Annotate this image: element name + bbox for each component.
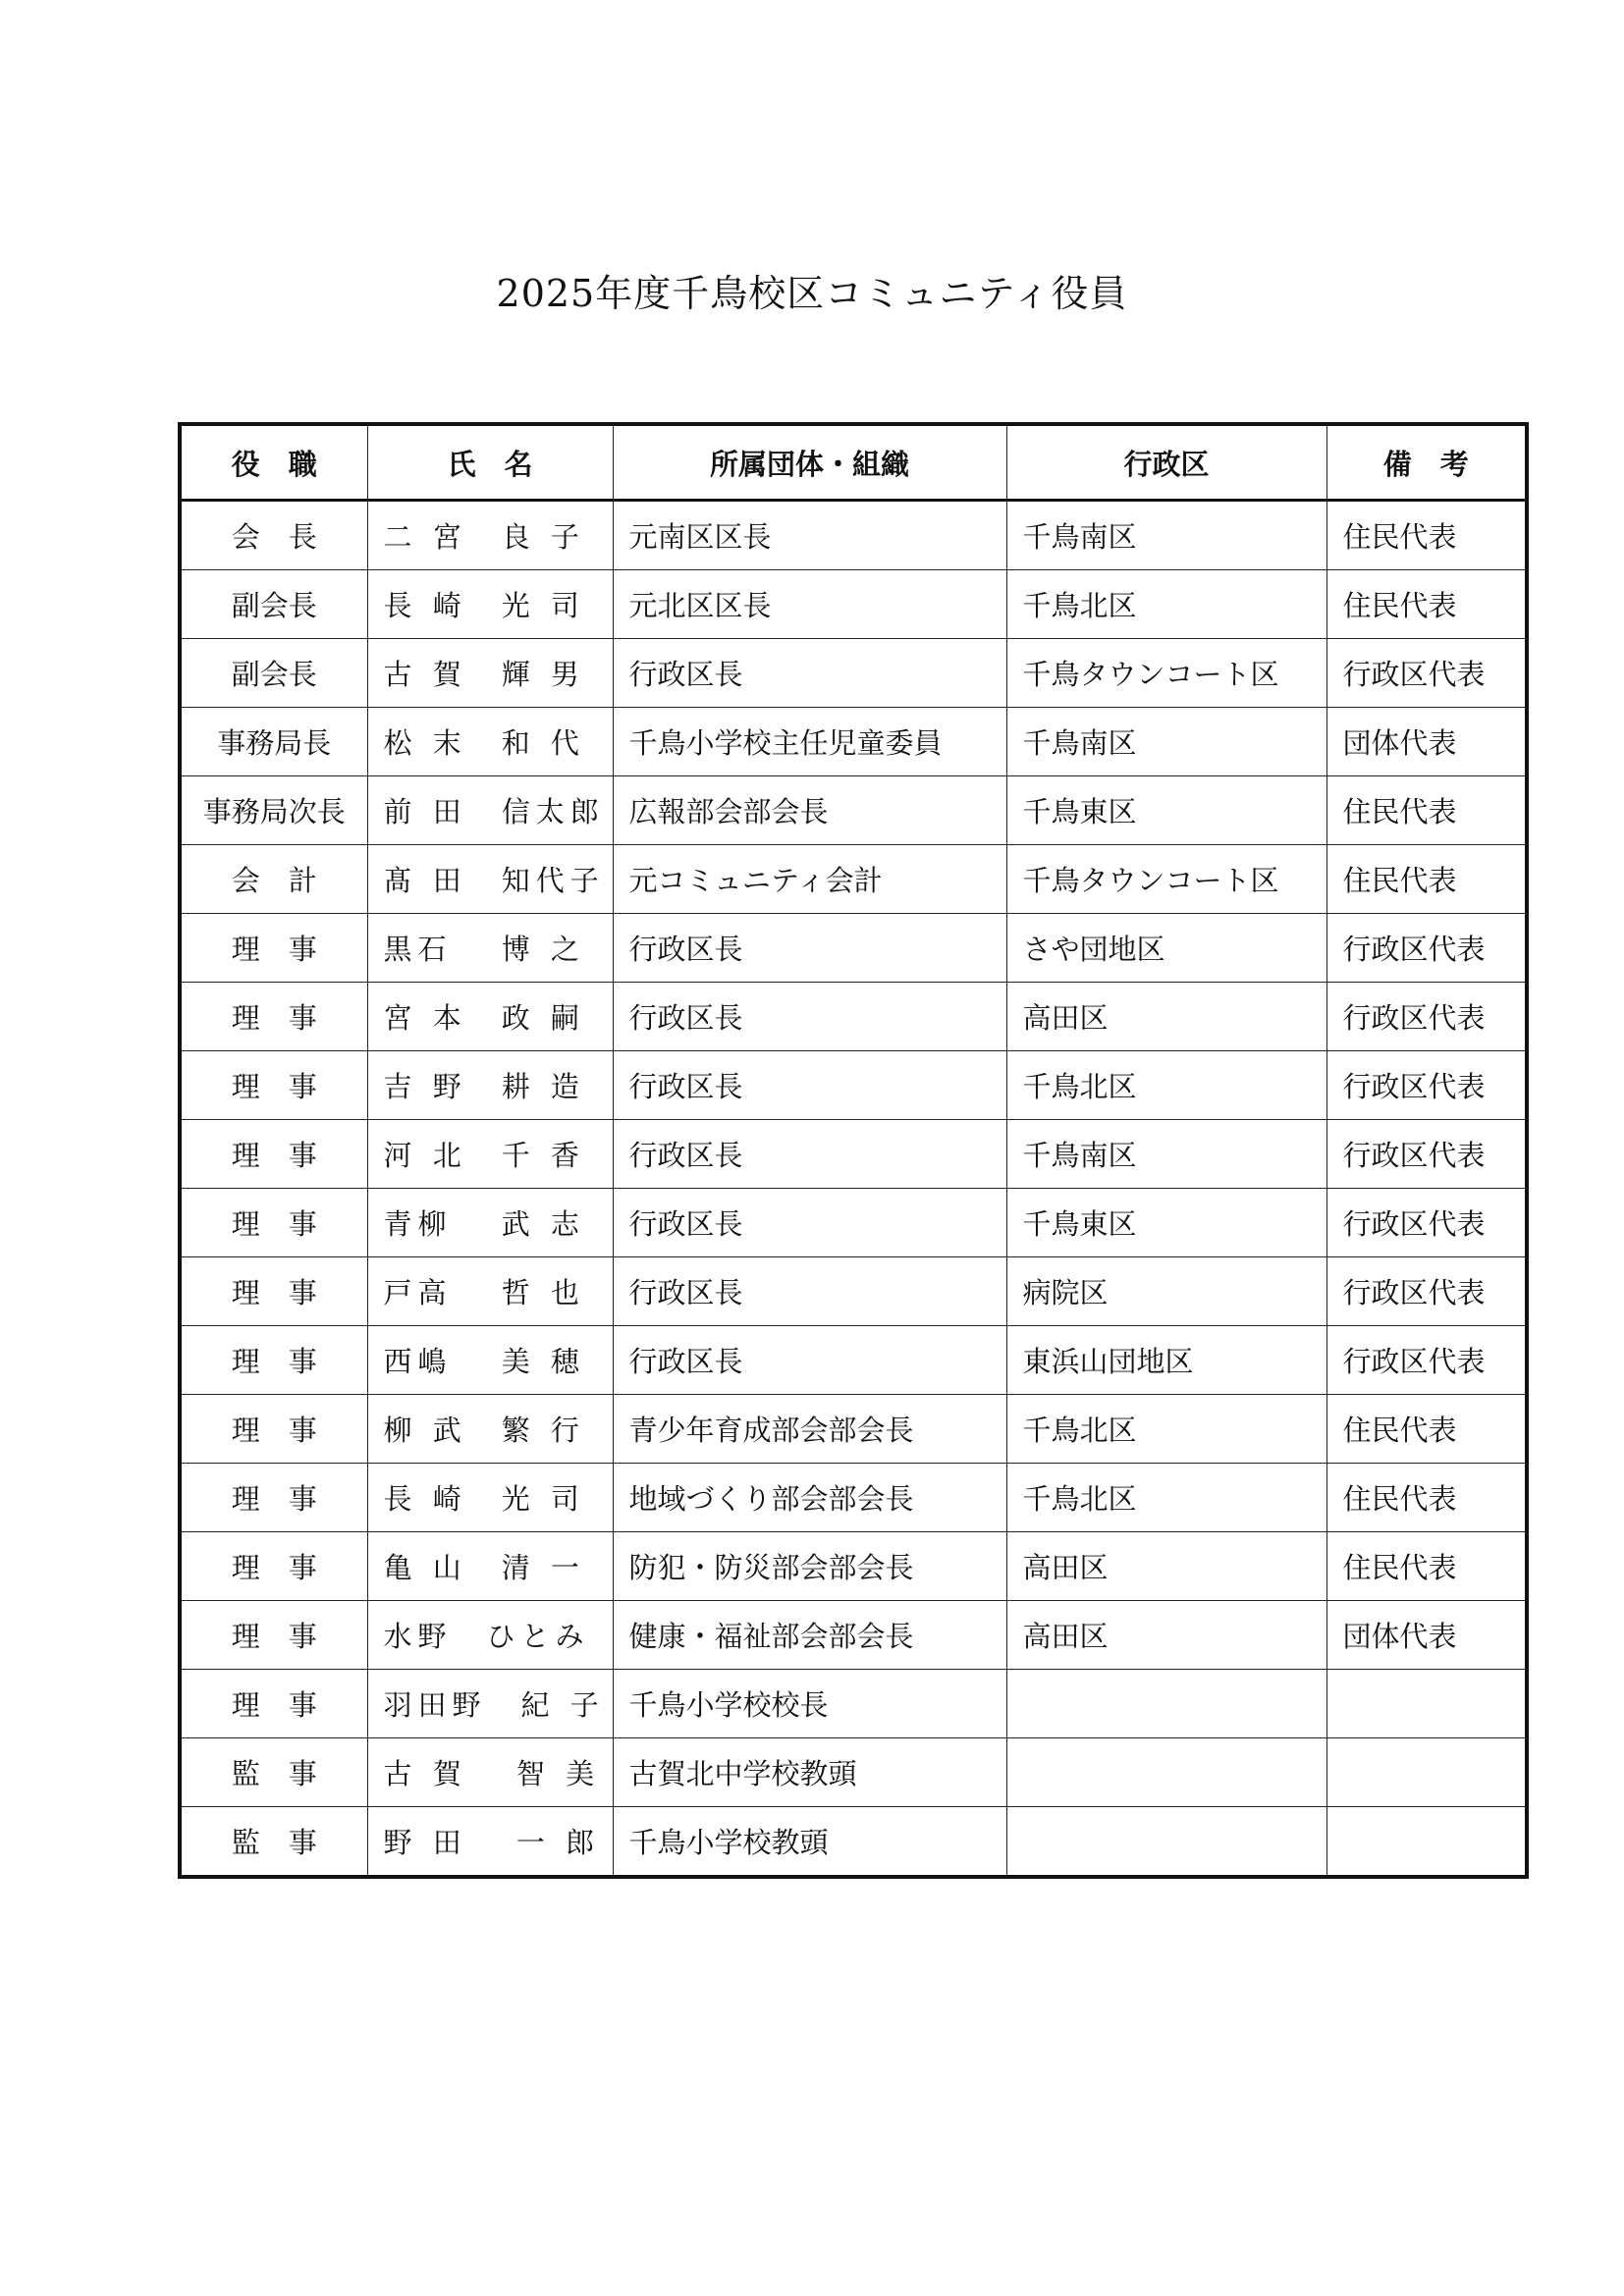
district-cell: 千鳥南区: [1006, 708, 1326, 776]
note-cell: 行政区代表: [1326, 1257, 1527, 1326]
name-cell: 亀 山 清 一: [367, 1532, 613, 1601]
role-cell: 理 事: [180, 1326, 367, 1395]
note-cell: [1326, 1807, 1527, 1878]
role-cell: 理 事: [180, 1532, 367, 1601]
header-district: 行政区: [1006, 424, 1326, 501]
header-note: 備 考: [1326, 424, 1527, 501]
affiliation-cell: 元コミュニティ会計: [613, 845, 1006, 914]
role-cell: 会 長: [180, 501, 367, 570]
table-row: [180, 914, 1527, 983]
district-cell: 千鳥タウンコート区: [1006, 845, 1326, 914]
name-cell: 前 田 信太郎: [367, 776, 613, 845]
role-cell: 理 事: [180, 1601, 367, 1670]
note-cell: 住民代表: [1326, 1532, 1527, 1601]
note-cell: 住民代表: [1326, 1464, 1527, 1532]
district-cell: [1006, 1738, 1326, 1807]
name-cell: 松 末 和 代: [367, 708, 613, 776]
affiliation-cell: 行政区長: [613, 914, 1006, 983]
table-row: [180, 570, 1527, 639]
role-cell: 会 計: [180, 845, 367, 914]
role-cell: 理 事: [180, 1120, 367, 1189]
affiliation-cell: 広報部会部会長: [613, 776, 1006, 845]
note-cell: 行政区代表: [1326, 1326, 1527, 1395]
note-cell: 行政区代表: [1326, 983, 1527, 1051]
affiliation-cell: 千鳥小学校主任児童委員: [613, 708, 1006, 776]
affiliation-cell: 行政区長: [613, 639, 1006, 708]
table-row: [180, 1051, 1527, 1120]
name-cell: 長 崎 光 司: [367, 570, 613, 639]
page-title: 2025年度千鳥校区コミュニティ役員: [496, 272, 1128, 315]
affiliation-cell: 健康・福祉部会部会長: [613, 1601, 1006, 1670]
table-row: [180, 845, 1527, 914]
note-cell: 団体代表: [1326, 708, 1527, 776]
affiliation-cell: 千鳥小学校教頭: [613, 1807, 1006, 1878]
affiliation-cell: 地域づくり部会部会長: [613, 1464, 1006, 1532]
role-cell: 理 事: [180, 983, 367, 1051]
district-cell: [1006, 1670, 1326, 1738]
note-cell: 行政区代表: [1326, 1051, 1527, 1120]
affiliation-cell: 元南区区長: [613, 501, 1006, 570]
district-cell: 東浜山団地区: [1006, 1326, 1326, 1395]
note-cell: 住民代表: [1326, 570, 1527, 639]
district-cell: 千鳥東区: [1006, 776, 1326, 845]
table-row: [180, 1189, 1527, 1257]
table-row: [180, 1120, 1527, 1189]
name-cell: 長 崎 光 司: [367, 1464, 613, 1532]
district-cell: 高田区: [1006, 1601, 1326, 1670]
note-cell: 行政区代表: [1326, 1189, 1527, 1257]
officers-table: [178, 422, 1529, 1879]
name-cell: 吉 野 耕 造: [367, 1051, 613, 1120]
name-cell: 宮 本 政 嗣: [367, 983, 613, 1051]
district-cell: 千鳥北区: [1006, 1051, 1326, 1120]
role-cell: 副会長: [180, 639, 367, 708]
header-name: 氏 名: [367, 424, 613, 501]
district-cell: 高田区: [1006, 983, 1326, 1051]
role-cell: 副会長: [180, 570, 367, 639]
district-cell: 千鳥南区: [1006, 501, 1326, 570]
header-role: 役 職: [180, 424, 367, 501]
table-row: [180, 983, 1527, 1051]
role-cell: 理 事: [180, 1670, 367, 1738]
name-cell: 古 賀 輝 男: [367, 639, 613, 708]
note-cell: 行政区代表: [1326, 1120, 1527, 1189]
district-cell: 千鳥東区: [1006, 1189, 1326, 1257]
role-cell: 理 事: [180, 1257, 367, 1326]
role-cell: 事務局長: [180, 708, 367, 776]
affiliation-cell: 防犯・防災部会部会長: [613, 1532, 1006, 1601]
affiliation-cell: 行政区長: [613, 1120, 1006, 1189]
name-cell: 青柳 武 志: [367, 1189, 613, 1257]
district-cell: 千鳥タウンコート区: [1006, 639, 1326, 708]
note-cell: 団体代表: [1326, 1601, 1527, 1670]
table-row: [180, 1670, 1527, 1738]
name-cell: 水野 ひとみ: [367, 1601, 613, 1670]
table-row: [180, 1807, 1527, 1878]
table-row: [180, 708, 1527, 776]
note-cell: [1326, 1738, 1527, 1807]
role-cell: 監 事: [180, 1738, 367, 1807]
table-body: [180, 501, 1527, 1878]
table-row: [180, 1326, 1527, 1395]
note-cell: 行政区代表: [1326, 914, 1527, 983]
header-affiliation: 所属団体・組織: [613, 424, 1006, 501]
affiliation-cell: 行政区長: [613, 1257, 1006, 1326]
table-row: [180, 776, 1527, 845]
note-cell: 住民代表: [1326, 776, 1527, 845]
affiliation-cell: 行政区長: [613, 1326, 1006, 1395]
district-cell: 千鳥北区: [1006, 1464, 1326, 1532]
affiliation-cell: 行政区長: [613, 983, 1006, 1051]
name-cell: 二 宮 良 子: [367, 501, 613, 570]
table-row: [180, 1601, 1527, 1670]
district-cell: [1006, 1807, 1326, 1878]
table-row: [180, 1464, 1527, 1532]
role-cell: 事務局次長: [180, 776, 367, 845]
role-cell: 監 事: [180, 1807, 367, 1878]
role-cell: 理 事: [180, 1051, 367, 1120]
district-cell: 千鳥北区: [1006, 570, 1326, 639]
role-cell: 理 事: [180, 914, 367, 983]
table-row: [180, 1257, 1527, 1326]
table-row: [180, 1532, 1527, 1601]
name-cell: 髙 田 知代子: [367, 845, 613, 914]
name-cell: 古 賀 智 美: [367, 1738, 613, 1807]
note-cell: 住民代表: [1326, 501, 1527, 570]
district-cell: さや団地区: [1006, 914, 1326, 983]
affiliation-cell: 千鳥小学校校長: [613, 1670, 1006, 1738]
district-cell: 千鳥南区: [1006, 1120, 1326, 1189]
table-row: [180, 501, 1527, 570]
role-cell: 理 事: [180, 1464, 367, 1532]
district-cell: 病院区: [1006, 1257, 1326, 1326]
table-row: [180, 639, 1527, 708]
note-cell: [1326, 1670, 1527, 1738]
affiliation-cell: 行政区長: [613, 1189, 1006, 1257]
affiliation-cell: 青少年育成部会部会長: [613, 1395, 1006, 1464]
affiliation-cell: 行政区長: [613, 1051, 1006, 1120]
name-cell: 羽田野 紀 子: [367, 1670, 613, 1738]
note-cell: 住民代表: [1326, 845, 1527, 914]
affiliation-cell: 古賀北中学校教頭: [613, 1738, 1006, 1807]
name-cell: 戸高 哲 也: [367, 1257, 613, 1326]
table-header-row: [180, 424, 1527, 501]
table-row: [180, 1738, 1527, 1807]
name-cell: 柳 武 繁 行: [367, 1395, 613, 1464]
table-row: [180, 1395, 1527, 1464]
name-cell: 西嶋 美 穂: [367, 1326, 613, 1395]
role-cell: 理 事: [180, 1395, 367, 1464]
name-cell: 河 北 千 香: [367, 1120, 613, 1189]
note-cell: 行政区代表: [1326, 639, 1527, 708]
district-cell: 高田区: [1006, 1532, 1326, 1601]
district-cell: 千鳥北区: [1006, 1395, 1326, 1464]
role-cell: 理 事: [180, 1189, 367, 1257]
note-cell: 住民代表: [1326, 1395, 1527, 1464]
name-cell: 野 田 一 郎: [367, 1807, 613, 1878]
name-cell: 黒石 博 之: [367, 914, 613, 983]
affiliation-cell: 元北区区長: [613, 570, 1006, 639]
